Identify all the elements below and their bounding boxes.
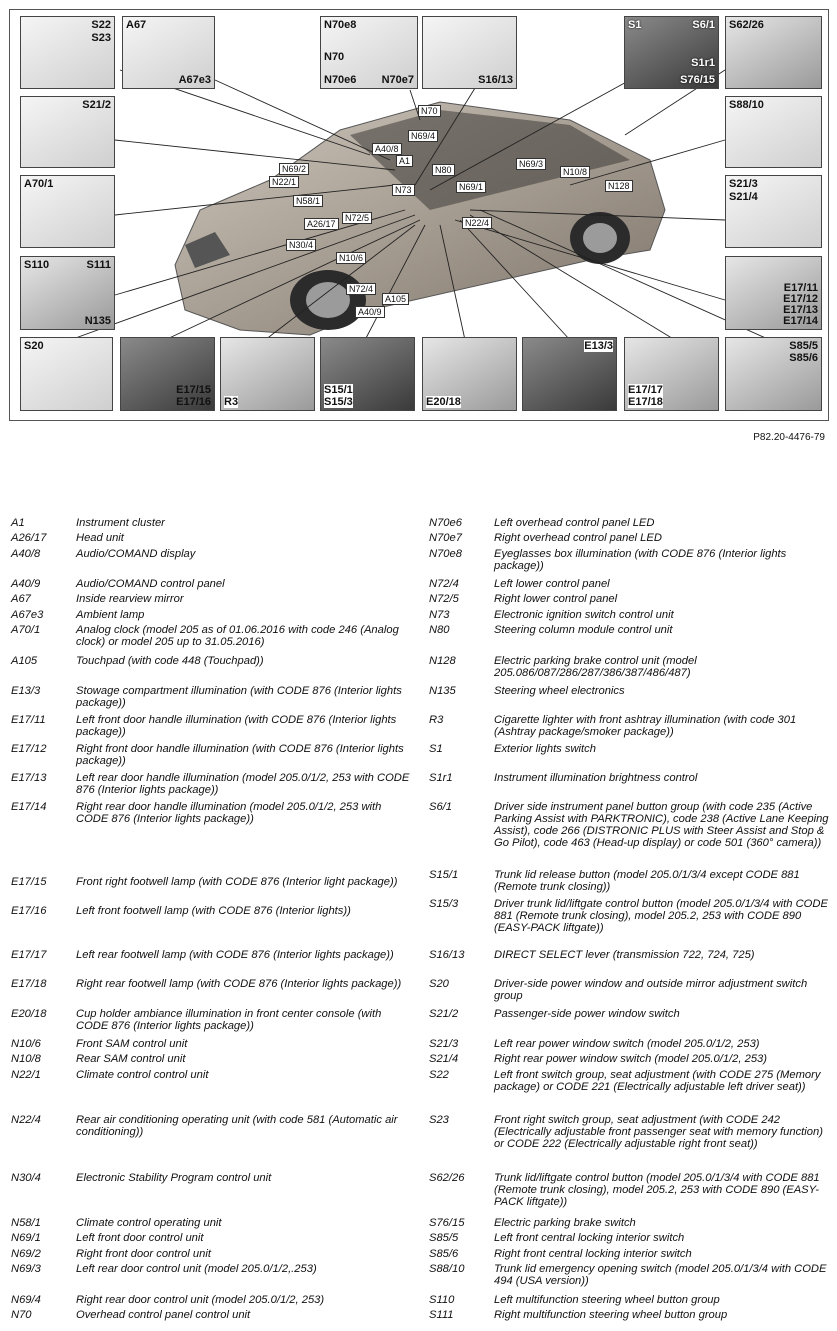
car-label: A40/9 [355, 306, 385, 318]
legend-description: Steering column module control unit [494, 624, 673, 636]
thumb-overhead-panel [320, 16, 418, 89]
legend-description: Left lower control panel [494, 578, 610, 590]
legend-description: Right front door control unit [76, 1248, 211, 1260]
legend-description: Cup holder ambiance illumination in front center console (with CODE 876 (Interior lights package)) [76, 1008, 382, 1032]
legend-code: A40/8 [11, 548, 41, 560]
legend-description: Audio/COMAND control panel [76, 578, 225, 590]
thumb-label: N135 [84, 315, 111, 327]
legend-description: Overhead control panel control unit [76, 1309, 251, 1321]
thumb-label: S1r1 [691, 57, 715, 69]
car-label: N58/1 [293, 195, 323, 207]
thumb-footwell-lamp [120, 337, 215, 411]
legend-description: Electric parking brake switch [494, 1217, 636, 1229]
legend-code: N10/8 [11, 1053, 41, 1065]
legend-code: N70e8 [429, 548, 462, 560]
legend-description: Analog clock (model 205 as of 01.06.2016 with code 246 (Analog clock) or model 205 up to 31.05.2016) [76, 624, 399, 648]
legend-description: Cigarette lighter with front ashtray illumination (with code 301 (Ashtray package/smoker package)) [494, 714, 797, 738]
legend-code: N70 [11, 1309, 32, 1321]
car-label: N69/1 [456, 181, 486, 193]
thumb-label: S85/5 [789, 340, 818, 352]
thumb-label: S23 [91, 32, 111, 44]
car-label: N69/3 [516, 158, 546, 170]
legend-description: Eyeglasses box illumination (with CODE 876 (Interior lights package)) [494, 548, 787, 572]
thumb-label: N70 [324, 51, 345, 63]
thumb-label: S21/3 [729, 178, 758, 190]
legend-description: Left multifunction steering wheel button group [494, 1294, 720, 1306]
legend-code: S21/2 [429, 1008, 459, 1020]
legend-code: S20 [429, 978, 449, 990]
legend-code: R3 [429, 714, 444, 726]
legend-code: N80 [429, 624, 450, 636]
car-label: A1 [396, 155, 413, 167]
legend-description: Climate control operating unit [76, 1217, 222, 1229]
legend-description: Front right footwell lamp (with CODE 876 (Interior light package)) [76, 876, 398, 888]
thumb-label: N70e6 [324, 74, 357, 86]
thumb-label: S1 [628, 19, 642, 31]
legend-description: Left rear footwell lamp (with CODE 876 (Interior lights package)) [76, 949, 394, 961]
legend-code: N70e6 [429, 517, 462, 529]
legend-code: A40/9 [11, 578, 41, 590]
thumb-label: S15/3 [324, 396, 353, 408]
car-label: N10/8 [560, 166, 590, 178]
thumb-label: S62/26 [729, 19, 764, 31]
thumb-steering-wheel [20, 256, 115, 330]
legend-code: S85/6 [429, 1248, 459, 1260]
legend-code: N69/4 [11, 1294, 41, 1306]
thumb-label: E17/15 [176, 384, 211, 396]
thumb-analog-clock [20, 175, 115, 248]
legend-code: S21/3 [429, 1038, 459, 1050]
legend-code: E17/11 [11, 714, 46, 726]
legend-description: Left rear door control unit (model 205.0/1/2,.253) [76, 1263, 317, 1275]
legend-description: Right front central locking interior switch [494, 1248, 692, 1260]
legend-code: S76/15 [429, 1217, 465, 1229]
legend-description: Left front footwell lamp (with CODE 876 (Interior lights)) [76, 905, 351, 917]
legend-description: Trunk lid emergency opening switch (model 205.0/1/3/4 with CODE 494 (USA version)) [494, 1263, 827, 1287]
car-label: N72/5 [342, 212, 372, 224]
thumb-light-switch [624, 16, 719, 89]
car-label: N72/4 [346, 283, 376, 295]
legend-code: N22/4 [11, 1114, 41, 1126]
car-label: N10/6 [336, 252, 366, 264]
legend-description: DIRECT SELECT lever (transmission 722, 724, 725) [494, 949, 755, 961]
legend-code: N135 [429, 685, 456, 697]
legend-description: Front SAM control unit [76, 1038, 188, 1050]
legend-description: Steering wheel electronics [494, 685, 625, 697]
thumb-rear-footwell [624, 337, 719, 411]
thumb-label: S21/4 [729, 191, 758, 203]
thumb-label: E17/11 [783, 282, 818, 294]
legend-code: E17/17 [11, 949, 47, 961]
car-label: A40/8 [372, 143, 402, 155]
legend-code: E17/13 [11, 772, 47, 784]
thumb-stowage [522, 337, 617, 411]
thumb-label: N70e7 [381, 74, 414, 86]
legend-description: Electronic Stability Program control unit [76, 1172, 272, 1184]
legend-description: Electronic ignition switch control unit [494, 609, 674, 621]
legend-description: Front right switch group, seat adjustment (with CODE 242 (Electrically adjustable front passenger seat with memory function) or CODE 222 (Electrically adjustable right front seat)) [494, 1114, 823, 1150]
thumb-cup-holder [422, 337, 517, 411]
legend-description: Inside rearview mirror [76, 593, 184, 605]
thumb-label: E17/12 [783, 293, 818, 305]
legend-description: Passenger-side power window switch [494, 1008, 680, 1020]
legend-description: Left front door handle illumination (with CODE 876 (Interior lights package)) [76, 714, 397, 738]
legend-code: S62/26 [429, 1172, 465, 1184]
legend-code: N69/3 [11, 1263, 41, 1275]
legend-description: Electric parking brake control unit (model 205.086/087/286/287/386/387/486/487) [494, 655, 697, 679]
legend-description: Driver trunk lid/liftgate control button (model 205.0/1/3/4 with CODE 881 (Remote trunk closing), model 205.2, 253 with CODE 890 (EASY-PACK liftgate)) [494, 898, 828, 934]
thumb-label: S88/10 [729, 99, 764, 111]
legend-description: Exterior lights switch [494, 743, 596, 755]
legend-code: A67 [11, 593, 31, 605]
legend-code: N70e7 [429, 532, 462, 544]
legend-code: S1r1 [429, 772, 453, 784]
legend-code: S111 [429, 1309, 454, 1321]
thumb-driver-window-switch [20, 337, 113, 411]
legend-code: N72/5 [429, 593, 459, 605]
legend-code: E17/15 [11, 876, 47, 888]
thumb-emergency-switch [725, 96, 822, 168]
figure-reference: P82.20-4476-79 [753, 432, 825, 443]
thumb-label: S16/13 [478, 74, 513, 86]
legend-description: Right lower control panel [494, 593, 618, 605]
thumb-cigarette-lighter [220, 337, 315, 411]
thumb-label: E20/18 [426, 396, 461, 408]
thumb-label: R3 [224, 396, 239, 408]
legend-code: N69/1 [11, 1232, 41, 1244]
thumb-label: E13/3 [584, 340, 613, 352]
thumb-label: A67 [126, 19, 147, 31]
legend-code: A70/1 [11, 624, 41, 636]
legend-description: Right multifunction steering wheel button group [494, 1309, 728, 1321]
legend-code: A105 [11, 655, 38, 667]
legend-description: Right rear door handle illumination (model 205.0/1/2, 253 with CODE 876 (Interior lights package)) [76, 801, 382, 825]
legend-description: Left front door control unit [76, 1232, 204, 1244]
thumb-direct-select [422, 16, 517, 89]
thumb-label: A67e3 [178, 74, 211, 86]
legend-code: N10/6 [11, 1038, 41, 1050]
legend-description: Audio/COMAND display [76, 548, 196, 560]
legend-description: Instrument illumination brightness control [494, 772, 698, 784]
legend-code: A26/17 [11, 532, 47, 544]
legend-code: N69/2 [11, 1248, 41, 1260]
legend-code: E17/16 [11, 905, 47, 917]
thumb-label: A70/1 [24, 178, 54, 190]
legend-code: A67e3 [11, 609, 44, 621]
legend-description: Right overhead control panel LED [494, 532, 662, 544]
thumb-label: S21/2 [82, 99, 111, 111]
legend-code: S23 [429, 1114, 449, 1126]
car-label: N22/1 [269, 176, 299, 188]
legend-code: S110 [429, 1294, 455, 1306]
car-label: N69/4 [408, 130, 438, 142]
legend-description: Driver side instrument panel button group (with code 235 (Active Parking Assist with PARKTRONIC), code 238 (Active Lane Keeping Assist), code 266 (DISTRONIC PLUS with Steer Assist and Stop & Go Pilot), code 463 (Head-up display) or code 501 (360° camera)) [494, 801, 829, 849]
car-label: N73 [392, 184, 415, 196]
car-label: N69/2 [279, 163, 309, 175]
legend-description: Rear air conditioning operating unit (with code 581 (Automatic air conditioning)) [76, 1114, 398, 1138]
component-location-figure [9, 9, 829, 421]
thumb-label: E17/17 [628, 384, 663, 396]
car-label: A26/17 [304, 218, 339, 230]
legend-description: Rear SAM control unit [76, 1053, 186, 1065]
car-label: N30/4 [286, 239, 316, 251]
legend-description: Right front door handle illumination (with CODE 876 (Interior lights package)) [76, 743, 404, 767]
legend-description: Left rear door handle illumination (model 205.0/1/2, 253 with CODE 876 (Interior lights package)) [76, 772, 410, 796]
thumb-passenger-window-switch [20, 96, 115, 168]
thumb-label: E17/16 [176, 396, 211, 408]
legend-description: Climate control control unit [76, 1069, 209, 1081]
thumb-label: E17/13 [783, 304, 818, 316]
thumb-seat-switch [20, 16, 115, 89]
thumb-label: S6/1 [692, 19, 715, 31]
legend-description: Stowage compartment illumination (with CODE 876 (Interior lights package)) [76, 685, 402, 709]
legend-code: E17/12 [11, 743, 47, 755]
thumb-central-locking [725, 337, 822, 411]
legend-code: N30/4 [11, 1172, 41, 1184]
legend-description: Right rear door control unit (model 205.0/1/2, 253) [76, 1294, 325, 1306]
legend-description: Left overhead control panel LED [494, 517, 655, 529]
thumb-rear-window-switch [725, 175, 822, 248]
legend-description: Right rear power window switch (model 205.0/1/2, 253) [494, 1053, 767, 1065]
legend-code: S15/3 [429, 898, 459, 910]
legend-code: N73 [429, 609, 450, 621]
legend-code: E17/18 [11, 978, 47, 990]
legend-description: Touchpad (with code 448 (Touchpad)) [76, 655, 264, 667]
car-label: N80 [432, 164, 455, 176]
legend-code: S15/1 [429, 869, 459, 881]
legend-code: S1 [429, 743, 443, 755]
legend-code: S6/1 [429, 801, 453, 813]
car-label: N70 [418, 105, 441, 117]
legend-description: Left rear power window switch (model 205.0/1/2, 253) [494, 1038, 760, 1050]
thumb-label: S76/15 [680, 74, 715, 86]
thumb-label: S111 [86, 259, 111, 271]
legend-description: Driver-side power window and outside mirror adjustment switch group [494, 978, 808, 1002]
legend-description: Right rear footwell lamp (with CODE 876 (Interior lights package)) [76, 978, 402, 990]
thumb-trunk-button [725, 16, 822, 89]
car-label: N128 [605, 180, 633, 192]
thumb-label: N70e8 [324, 19, 357, 31]
legend-code: E17/14 [11, 801, 47, 813]
legend-code: E13/3 [11, 685, 41, 697]
legend-description: Trunk lid/liftgate control button (model 205.0/1/3/4 with CODE 881 (Remote trunk closing), model 205.2, 253 with CODE 890 (EASY-PACK liftgate)) [494, 1172, 820, 1208]
legend-code: S16/13 [429, 949, 465, 961]
legend-code: N128 [429, 655, 456, 667]
car-label: N22/4 [462, 217, 492, 229]
thumb-label: E17/14 [783, 315, 818, 327]
thumb-door-handle [725, 256, 822, 330]
thumb-rearview-mirror [122, 16, 215, 89]
thumb-label: E17/18 [628, 396, 663, 408]
legend-code: N72/4 [429, 578, 459, 590]
car-label: A105 [382, 293, 409, 305]
legend-code: S85/5 [429, 1232, 459, 1244]
legend-code: S88/10 [429, 1263, 465, 1275]
legend-code: S21/4 [429, 1053, 459, 1065]
legend-code: S22 [429, 1069, 449, 1081]
legend-description: Ambient lamp [76, 609, 145, 621]
legend-code: N22/1 [11, 1069, 41, 1081]
legend-code: A1 [11, 517, 25, 529]
thumb-label: S22 [91, 19, 111, 31]
legend-description: Trunk lid release button (model 205.0/1/3/4 except CODE 881 (Remote trunk closing)) [494, 869, 800, 893]
legend-code: N58/1 [11, 1217, 41, 1229]
thumb-trunk-release [320, 337, 415, 411]
legend-code: E20/18 [11, 1008, 47, 1020]
legend-description: Head unit [76, 532, 124, 544]
legend-description: Left front switch group, seat adjustment (with CODE 275 (Memory package) or CODE 221 (Electrically adjustable left driver seat)) [494, 1069, 821, 1093]
legend-description: Left front central locking interior switch [494, 1232, 685, 1244]
thumb-label: S15/1 [324, 384, 353, 396]
thumb-label: S85/6 [789, 352, 818, 364]
legend-description: Instrument cluster [76, 517, 165, 529]
thumb-label: S20 [24, 340, 44, 352]
thumb-label: S110 [24, 259, 50, 271]
